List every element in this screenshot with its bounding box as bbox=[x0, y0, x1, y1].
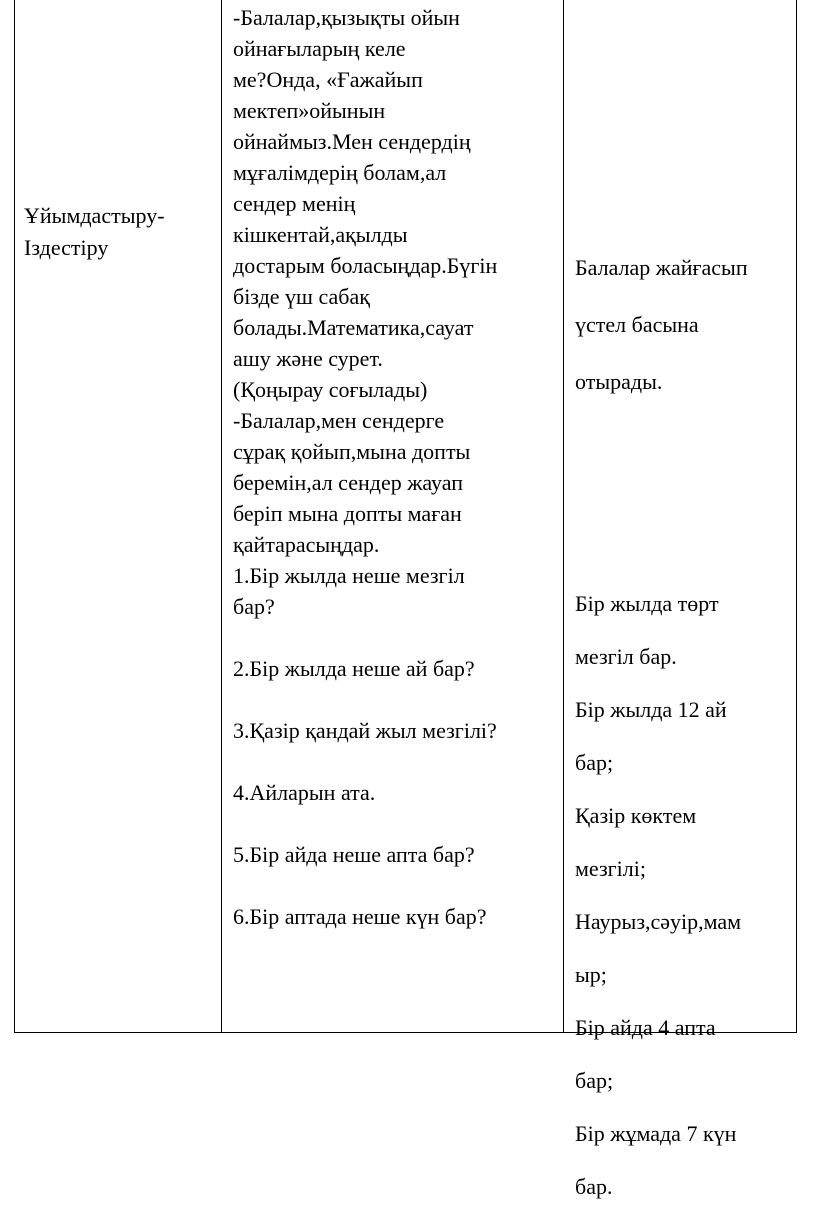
column-divider bbox=[563, 0, 564, 1033]
children-answer-line: Бір жылда 12 ай bbox=[575, 697, 727, 722]
stage-label-line: Іздестіру bbox=[24, 235, 109, 260]
children-answer-line: Қазір көктем bbox=[575, 803, 697, 828]
teacher-text-line: -Балалар,мен сендерге bbox=[233, 408, 445, 433]
teacher-text-line: 4.Айларын ата. bbox=[233, 780, 376, 805]
teacher-text-line bbox=[233, 684, 558, 715]
children-answer-line: Бір жылда төрт bbox=[575, 591, 719, 616]
teacher-text-line bbox=[233, 870, 558, 901]
children-text-line: отырады. bbox=[575, 369, 663, 394]
teacher-text-line: мектеп»ойынын bbox=[233, 98, 386, 123]
teacher-text-line: мұғалімдерің болам,ал bbox=[233, 160, 447, 185]
teacher-text-line: (Қоңырау соғылады) bbox=[233, 377, 428, 402]
teacher-text-line: ашу және сурет. bbox=[233, 346, 383, 371]
children-answer-line: Бір жұмада 7 күн bbox=[575, 1121, 737, 1146]
teacher-text-line: 3.Қазір қандай жыл мезгілі? bbox=[233, 718, 497, 743]
children-answer-line: Бір айда 4 апта bbox=[575, 1015, 716, 1040]
children-answer-line: бар; bbox=[575, 750, 614, 775]
stage-cell bbox=[24, 200, 214, 264]
teacher-text-line bbox=[233, 808, 558, 839]
teacher-text-line: кішкентай,ақылды bbox=[233, 222, 408, 247]
children-text-line: үстел басына bbox=[575, 312, 699, 337]
teacher-text-line: сендер менің bbox=[233, 191, 356, 216]
children-answer-line: ыр; bbox=[575, 962, 607, 987]
children-answer-line: бар. bbox=[575, 1174, 613, 1199]
teacher-text-line: -Балалар,қызықты ойын bbox=[233, 5, 460, 30]
teacher-text-line: беріп мына допты маған bbox=[233, 501, 462, 526]
teacher-text-line: ойнаймыз.Мен сендердің bbox=[233, 129, 471, 154]
teacher-text-line: қайтарасыңдар. bbox=[233, 532, 380, 557]
teacher-text-line: ойнағыларың келе bbox=[233, 36, 406, 61]
teacher-text-line: 2.Бір жылда неше ай бар? bbox=[233, 656, 475, 681]
teacher-text-line: беремін,ал сендер жауап bbox=[233, 470, 464, 495]
children-answer-line: бар; bbox=[575, 1068, 614, 1093]
teacher-text-line: 1.Бір жылда неше мезгіл bbox=[233, 563, 465, 588]
teacher-text-line: ме?Онда, «Ғажайып bbox=[233, 67, 423, 92]
teacher-text-line bbox=[233, 622, 558, 653]
teacher-text-line: болады.Математика,сауат bbox=[233, 315, 474, 340]
children-activity-cell-answers bbox=[575, 566, 790, 1224]
column-divider bbox=[221, 0, 222, 1033]
teacher-activity-cell bbox=[233, 2, 558, 932]
teacher-text-line: бізде үш сабақ bbox=[233, 284, 370, 309]
children-activity-cell-top bbox=[575, 228, 790, 421]
children-answer-line: мезгілі; bbox=[575, 856, 646, 881]
stage-label-line: Ұйымдастыру- bbox=[24, 203, 165, 228]
children-answer-line: мезгіл бар. bbox=[575, 644, 677, 669]
teacher-text-line: достарым боласыңдар.Бүгін bbox=[233, 253, 498, 278]
teacher-text-line: бар? bbox=[233, 594, 275, 619]
children-answer-line: Наурыз,сәуір,мам bbox=[575, 909, 742, 934]
children-text-line: Балалар жайғасып bbox=[575, 255, 748, 280]
teacher-text-line: 5.Бір айда неше апта бар? bbox=[233, 842, 475, 867]
teacher-text-line: 6.Бір аптада неше күн бар? bbox=[233, 904, 487, 929]
teacher-text-line: сұрақ қойып,мына допты bbox=[233, 439, 471, 464]
teacher-text-line bbox=[233, 746, 558, 777]
